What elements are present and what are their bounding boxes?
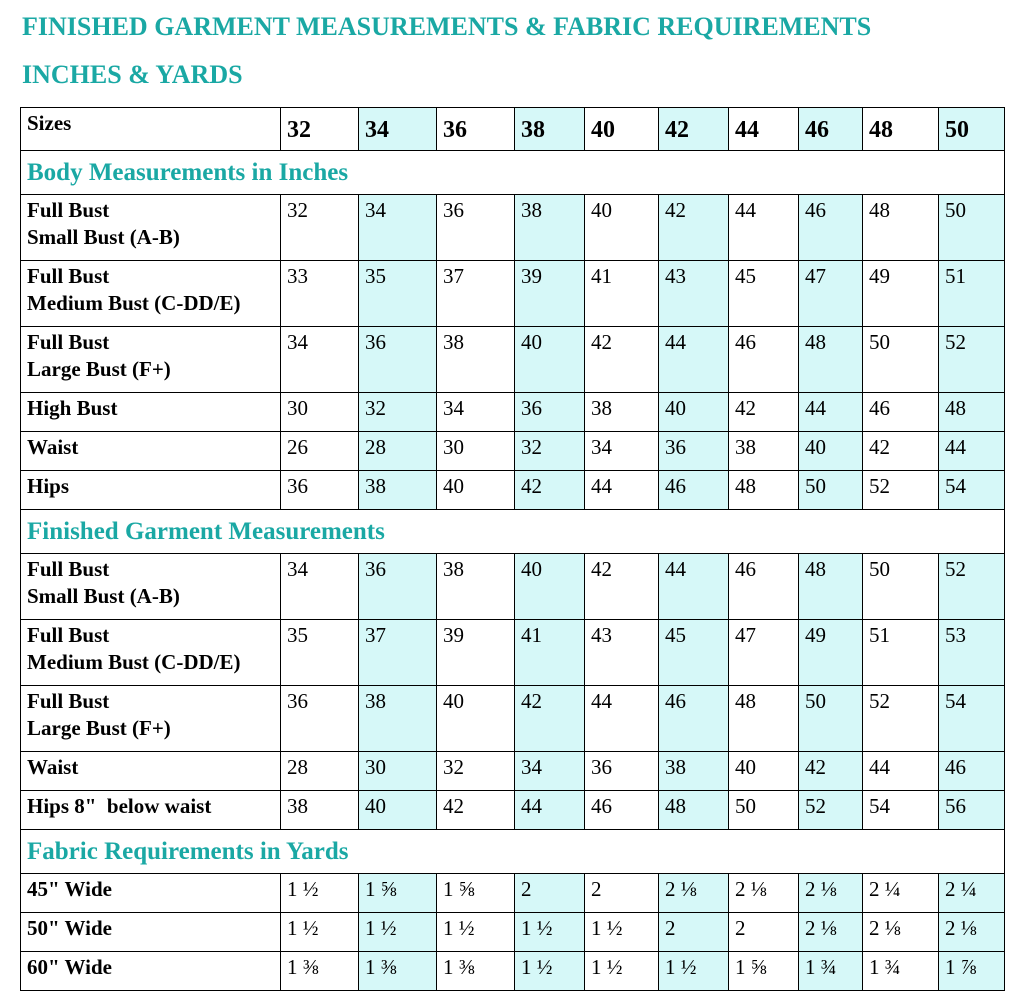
value-cell: 32 bbox=[515, 432, 585, 471]
value-cell: 40 bbox=[515, 554, 585, 620]
value-cell: 38 bbox=[281, 791, 359, 830]
value-cell: 37 bbox=[437, 261, 515, 327]
value-cell: 46 bbox=[729, 554, 799, 620]
row-label-line2: Medium Bust (C-DD/E) bbox=[27, 291, 241, 315]
value-cell: 40 bbox=[359, 791, 437, 830]
value-cell: 1 ¾ bbox=[863, 952, 939, 991]
value-cell: 2 bbox=[659, 913, 729, 952]
row-label bbox=[21, 874, 281, 913]
value-cell: 42 bbox=[515, 686, 585, 752]
row-label-line1: Full Bust bbox=[27, 198, 110, 222]
section-row bbox=[21, 510, 1005, 554]
row-label bbox=[21, 471, 281, 510]
value-cell: 42 bbox=[729, 393, 799, 432]
value-cell: 42 bbox=[659, 195, 729, 261]
table-row bbox=[21, 913, 1005, 952]
row-label-line1: Full Bust bbox=[27, 557, 110, 581]
value-cell: 42 bbox=[585, 327, 659, 393]
value-cell: 48 bbox=[939, 393, 1005, 432]
value-cell: 38 bbox=[437, 327, 515, 393]
table-row bbox=[21, 686, 1005, 752]
value-cell: 48 bbox=[799, 327, 863, 393]
row-label-line1: Full Bust bbox=[27, 264, 110, 288]
value-cell: 43 bbox=[585, 620, 659, 686]
row-label bbox=[21, 791, 281, 830]
value-cell: 41 bbox=[585, 261, 659, 327]
value-cell: 34 bbox=[437, 393, 515, 432]
row-label-line1: 45" Wide bbox=[27, 877, 112, 901]
value-cell: 38 bbox=[515, 195, 585, 261]
value-cell: 48 bbox=[799, 554, 863, 620]
value-cell: 35 bbox=[359, 261, 437, 327]
value-cell: 38 bbox=[359, 686, 437, 752]
value-cell: 42 bbox=[863, 432, 939, 471]
value-cell: 44 bbox=[515, 791, 585, 830]
value-cell: 44 bbox=[799, 393, 863, 432]
table-row bbox=[21, 327, 1005, 393]
value-cell: 46 bbox=[729, 327, 799, 393]
value-cell: 45 bbox=[659, 620, 729, 686]
value-cell: 42 bbox=[437, 791, 515, 830]
value-cell: 46 bbox=[799, 195, 863, 261]
value-cell: 44 bbox=[585, 686, 659, 752]
row-label bbox=[21, 913, 281, 952]
value-cell: 46 bbox=[659, 471, 729, 510]
value-cell: 54 bbox=[939, 686, 1005, 752]
value-cell: 34 bbox=[515, 752, 585, 791]
size-header: 42 bbox=[659, 108, 729, 151]
value-cell: 46 bbox=[659, 686, 729, 752]
table-body bbox=[21, 108, 1005, 991]
value-cell: 36 bbox=[515, 393, 585, 432]
value-cell: 51 bbox=[939, 261, 1005, 327]
value-cell: 38 bbox=[585, 393, 659, 432]
value-cell: 28 bbox=[359, 432, 437, 471]
value-cell: 36 bbox=[281, 686, 359, 752]
value-cell: 40 bbox=[437, 686, 515, 752]
value-cell: 44 bbox=[659, 327, 729, 393]
row-label bbox=[21, 620, 281, 686]
value-cell: 39 bbox=[515, 261, 585, 327]
size-header: 32 bbox=[281, 108, 359, 151]
size-header: 34 bbox=[359, 108, 437, 151]
table-row bbox=[21, 432, 1005, 471]
value-cell: 50 bbox=[939, 195, 1005, 261]
value-cell: 46 bbox=[585, 791, 659, 830]
row-label-line1: Waist bbox=[27, 435, 79, 459]
value-cell: 36 bbox=[281, 471, 359, 510]
row-label bbox=[21, 554, 281, 620]
value-cell: 2 ⅛ bbox=[659, 874, 729, 913]
value-cell: 26 bbox=[281, 432, 359, 471]
value-cell: 36 bbox=[585, 752, 659, 791]
value-cell: 40 bbox=[437, 471, 515, 510]
value-cell: 37 bbox=[359, 620, 437, 686]
value-cell: 32 bbox=[437, 752, 515, 791]
value-cell: 34 bbox=[281, 554, 359, 620]
section-row bbox=[21, 151, 1005, 195]
header-label-sizes: Sizes bbox=[21, 108, 281, 151]
value-cell: 2 bbox=[729, 913, 799, 952]
table-row bbox=[21, 952, 1005, 991]
value-cell: 42 bbox=[799, 752, 863, 791]
value-cell: 54 bbox=[939, 471, 1005, 510]
value-cell: 46 bbox=[939, 752, 1005, 791]
table-row bbox=[21, 393, 1005, 432]
value-cell: 32 bbox=[281, 195, 359, 261]
value-cell: 38 bbox=[729, 432, 799, 471]
row-label bbox=[21, 261, 281, 327]
value-cell: 33 bbox=[281, 261, 359, 327]
value-cell: 52 bbox=[863, 471, 939, 510]
value-cell: 44 bbox=[939, 432, 1005, 471]
value-cell: 41 bbox=[515, 620, 585, 686]
row-label bbox=[21, 432, 281, 471]
value-cell: 2 ⅛ bbox=[799, 874, 863, 913]
value-cell: 54 bbox=[863, 791, 939, 830]
row-label-line2: Large Bust (F+) bbox=[27, 357, 171, 381]
value-cell: 40 bbox=[515, 327, 585, 393]
value-cell: 34 bbox=[359, 195, 437, 261]
row-label-line1: 60" Wide bbox=[27, 955, 112, 979]
value-cell: 35 bbox=[281, 620, 359, 686]
value-cell: 34 bbox=[585, 432, 659, 471]
row-label bbox=[21, 195, 281, 261]
row-label bbox=[21, 686, 281, 752]
value-cell: 30 bbox=[281, 393, 359, 432]
value-cell: 50 bbox=[863, 554, 939, 620]
value-cell: 38 bbox=[359, 471, 437, 510]
section-title: Finished Garment Measurements bbox=[21, 510, 1005, 554]
value-cell: 32 bbox=[359, 393, 437, 432]
header-row bbox=[21, 108, 1005, 151]
value-cell: 36 bbox=[359, 554, 437, 620]
value-cell: 56 bbox=[939, 791, 1005, 830]
value-cell: 40 bbox=[659, 393, 729, 432]
value-cell: 2 ⅛ bbox=[729, 874, 799, 913]
table-row bbox=[21, 554, 1005, 620]
row-label-line1: Waist bbox=[27, 755, 79, 779]
value-cell: 1 ⅝ bbox=[729, 952, 799, 991]
value-cell: 47 bbox=[799, 261, 863, 327]
value-cell: 47 bbox=[729, 620, 799, 686]
value-cell: 53 bbox=[939, 620, 1005, 686]
value-cell: 50 bbox=[729, 791, 799, 830]
value-cell: 51 bbox=[863, 620, 939, 686]
value-cell: 1 ⅜ bbox=[281, 952, 359, 991]
size-header: 48 bbox=[863, 108, 939, 151]
value-cell: 34 bbox=[281, 327, 359, 393]
value-cell: 39 bbox=[437, 620, 515, 686]
value-cell: 1 ½ bbox=[515, 913, 585, 952]
section-row bbox=[21, 830, 1005, 874]
value-cell: 46 bbox=[863, 393, 939, 432]
value-cell: 1 ⅝ bbox=[437, 874, 515, 913]
value-cell: 52 bbox=[799, 791, 863, 830]
row-label-line1: Hips bbox=[27, 474, 70, 498]
value-cell: 49 bbox=[799, 620, 863, 686]
value-cell: 50 bbox=[799, 686, 863, 752]
row-label bbox=[21, 393, 281, 432]
value-cell: 2 bbox=[585, 874, 659, 913]
value-cell: 1 ⅝ bbox=[359, 874, 437, 913]
value-cell: 52 bbox=[939, 327, 1005, 393]
size-header: 40 bbox=[585, 108, 659, 151]
row-label-line1: High Bust bbox=[27, 396, 118, 420]
value-cell: 45 bbox=[729, 261, 799, 327]
value-cell: 2 bbox=[515, 874, 585, 913]
value-cell: 36 bbox=[659, 432, 729, 471]
value-cell: 40 bbox=[729, 752, 799, 791]
value-cell: 44 bbox=[585, 471, 659, 510]
value-cell: 48 bbox=[729, 686, 799, 752]
value-cell: 36 bbox=[437, 195, 515, 261]
row-label-line1: Full Bust bbox=[27, 330, 110, 354]
value-cell: 42 bbox=[585, 554, 659, 620]
size-header: 36 bbox=[437, 108, 515, 151]
value-cell: 1 ⅜ bbox=[359, 952, 437, 991]
value-cell: 2 ⅛ bbox=[799, 913, 863, 952]
value-cell: 52 bbox=[863, 686, 939, 752]
row-label-line1: Full Bust bbox=[27, 689, 110, 713]
table-row bbox=[21, 620, 1005, 686]
page-title: FINISHED GARMENT MEASUREMENTS & FABRIC REQUIREMENTS bbox=[22, 12, 872, 41]
table-row bbox=[21, 261, 1005, 327]
value-cell: 40 bbox=[799, 432, 863, 471]
value-cell: 43 bbox=[659, 261, 729, 327]
page-subtitle: INCHES & YARDS bbox=[22, 60, 243, 89]
value-cell: 48 bbox=[729, 471, 799, 510]
value-cell: 1 ¾ bbox=[799, 952, 863, 991]
value-cell: 50 bbox=[799, 471, 863, 510]
value-cell: 1 ½ bbox=[585, 952, 659, 991]
row-label-line2: Small Bust (A-B) bbox=[27, 584, 180, 608]
value-cell: 1 ½ bbox=[585, 913, 659, 952]
value-cell: 1 ⅞ bbox=[939, 952, 1005, 991]
value-cell: 48 bbox=[659, 791, 729, 830]
section-title: Fabric Requirements in Yards bbox=[21, 830, 1005, 874]
section-title: Body Measurements in Inches bbox=[21, 151, 1005, 195]
value-cell: 1 ½ bbox=[359, 913, 437, 952]
measurements-table bbox=[20, 107, 1005, 991]
size-header: 44 bbox=[729, 108, 799, 151]
value-cell: 38 bbox=[659, 752, 729, 791]
value-cell: 2 ⅛ bbox=[863, 913, 939, 952]
value-cell: 38 bbox=[437, 554, 515, 620]
table-row bbox=[21, 874, 1005, 913]
table-row bbox=[21, 752, 1005, 791]
value-cell: 30 bbox=[437, 432, 515, 471]
size-header: 38 bbox=[515, 108, 585, 151]
row-label bbox=[21, 752, 281, 791]
value-cell: 2 ¼ bbox=[939, 874, 1005, 913]
size-header: 50 bbox=[939, 108, 1005, 151]
row-label bbox=[21, 327, 281, 393]
row-label-line2: Medium Bust (C-DD/E) bbox=[27, 650, 241, 674]
value-cell: 36 bbox=[359, 327, 437, 393]
value-cell: 30 bbox=[359, 752, 437, 791]
row-label-line1: 50" Wide bbox=[27, 916, 112, 940]
row-label-line1: Full Bust bbox=[27, 623, 110, 647]
value-cell: 52 bbox=[939, 554, 1005, 620]
row-label-line2: Small Bust (A-B) bbox=[27, 225, 180, 249]
table-row bbox=[21, 791, 1005, 830]
value-cell: 49 bbox=[863, 261, 939, 327]
value-cell: 1 ⅜ bbox=[437, 952, 515, 991]
value-cell: 40 bbox=[585, 195, 659, 261]
value-cell: 42 bbox=[515, 471, 585, 510]
value-cell: 44 bbox=[863, 752, 939, 791]
row-label bbox=[21, 952, 281, 991]
value-cell: 1 ½ bbox=[281, 913, 359, 952]
value-cell: 2 ¼ bbox=[863, 874, 939, 913]
size-header: 46 bbox=[799, 108, 863, 151]
value-cell: 44 bbox=[729, 195, 799, 261]
value-cell: 50 bbox=[863, 327, 939, 393]
value-cell: 2 ⅛ bbox=[939, 913, 1005, 952]
value-cell: 1 ½ bbox=[281, 874, 359, 913]
row-label-line1: Hips 8" below waist bbox=[27, 794, 212, 818]
value-cell: 1 ½ bbox=[659, 952, 729, 991]
value-cell: 1 ½ bbox=[437, 913, 515, 952]
row-label-line2: Large Bust (F+) bbox=[27, 716, 171, 740]
value-cell: 44 bbox=[659, 554, 729, 620]
value-cell: 28 bbox=[281, 752, 359, 791]
value-cell: 48 bbox=[863, 195, 939, 261]
value-cell: 1 ½ bbox=[515, 952, 585, 991]
table-row bbox=[21, 195, 1005, 261]
table-row bbox=[21, 471, 1005, 510]
